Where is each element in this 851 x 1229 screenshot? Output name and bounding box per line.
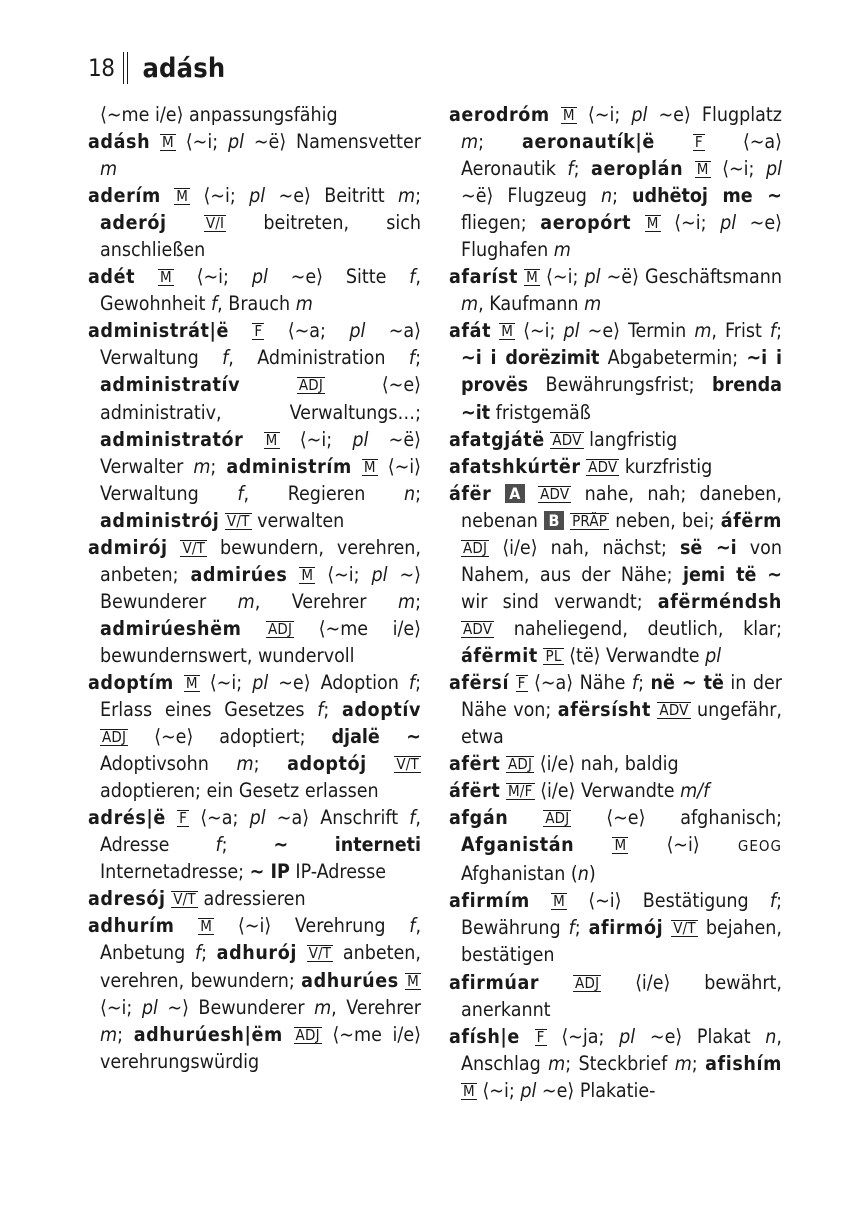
headword: afërsísht xyxy=(557,698,651,722)
dictionary-entry: afatgjátë ADV langfristig xyxy=(449,427,678,451)
dictionary-entry: afatshkúrtër ADV kurzfristig xyxy=(449,454,713,478)
grammar-tag: M xyxy=(696,160,709,179)
headword: afirmój xyxy=(588,916,664,940)
gender-label: f xyxy=(409,806,416,830)
gender-label: pl xyxy=(227,130,244,154)
headword: adhurój xyxy=(216,941,297,965)
headword: adásh xyxy=(88,130,151,154)
gender-label: f xyxy=(408,670,416,694)
gender-label: pl xyxy=(141,995,158,1019)
gender-label: f xyxy=(210,292,218,316)
grammar-tag: M xyxy=(301,565,314,584)
grammar-tag: ADV xyxy=(540,484,570,503)
headword: afát xyxy=(449,319,492,343)
gender-label: n xyxy=(577,862,589,886)
dictionary-entry: admirój V/T bewundern, verehren, anbeten; admirúes M ⟨~i; pl ~⟩ Bewunderer m, Verehrer m; admirúeshëm ADJ ⟨~me i/e⟩ bewundernswert, wundervoll xyxy=(88,535,422,667)
headword: afatshkúrtër xyxy=(449,454,581,478)
gender-label: pl xyxy=(352,427,369,451)
headword: áfërmit xyxy=(461,643,538,667)
gender-label: pl xyxy=(249,184,266,208)
bold-phrase: djalë ~ xyxy=(331,725,421,749)
gender-label: n xyxy=(403,481,416,505)
gender-label: pl xyxy=(251,265,268,289)
headword: admirój xyxy=(88,535,168,559)
headword: adhurím xyxy=(88,914,175,938)
dictionary-entry: adoptím M ⟨~i; pl ~e⟩ Adoption f; Erlass eines Gesetzes f; adoptív ADJ ⟨~e⟩ adoptiert; djalë ~ Adoptivsohn m; adoptój V/T adoptieren; ein Gesetz erlassen xyxy=(88,670,421,803)
gender-label: m/f xyxy=(680,779,710,803)
gender-label: m xyxy=(314,995,332,1019)
headword: afërsí xyxy=(449,670,510,694)
gender-label: f xyxy=(222,346,229,370)
grammar-tag: ADJ xyxy=(298,376,324,395)
grammar-tag: M xyxy=(159,268,172,287)
left-column xyxy=(88,101,421,1075)
grammar-tag: M xyxy=(562,106,575,124)
gender-label: m xyxy=(674,1051,692,1075)
dictionary-entry: aerodróm M ⟨~i; pl ~e⟩ Flugplatz m; aeronautík|ë F ⟨~a⟩ Aeronautik f; aeroplán M ⟨~i; pl ~ë⟩ Flugzeug n; udhëtoj me ~ fliegen; aeropórt M ⟨~i; pl ~e⟩ Flughafen m xyxy=(449,103,783,262)
bold-phrase: jemi të ~ xyxy=(682,562,783,586)
headword: adhurúesh|ëm xyxy=(133,1022,283,1046)
headword: afaríst xyxy=(449,265,518,289)
headword: administratór xyxy=(100,427,244,451)
gender-label: pl xyxy=(563,319,580,343)
bold-phrase: ~i i provës xyxy=(461,346,782,397)
headword: admirúes xyxy=(190,562,288,586)
grammar-tag: V/I xyxy=(205,214,225,233)
dictionary-entry: aderím M ⟨~i; pl ~e⟩ Beitritt m; aderój V/I beitreten, sich anschließen xyxy=(88,184,421,262)
dictionary-entry: adresój V/T adressieren xyxy=(88,887,306,911)
grammar-tag: PRÄP xyxy=(572,511,608,530)
gender-label: m xyxy=(694,319,712,343)
sense-marker: A xyxy=(505,484,525,503)
gender-label: m xyxy=(584,292,602,316)
dictionary-entry: afát M ⟨~i; pl ~e⟩ Termin m, Frist f; ~i i dorëzimit Abgabetermin; ~i i provës Bewährungsfrist; brenda ~it fristgemäß xyxy=(449,319,783,424)
gender-label: m xyxy=(100,1022,118,1046)
gender-label: m xyxy=(295,292,313,316)
grammar-tag: M xyxy=(614,836,627,855)
dictionary-entry: adhurím M ⟨~i⟩ Verehrung f, Anbetung f; adhurój V/T anbeten, verehren, bewundern; adhurúes M ⟨~i; pl ~⟩ Bewunderer m, Verehrer m; adhurúesh|ëm ADJ ⟨~me i/e⟩ verehrungswürdig xyxy=(88,914,422,1073)
headword: adoptój xyxy=(287,752,367,776)
grammar-tag: M xyxy=(176,187,189,206)
grammar-tag: V/T xyxy=(673,919,696,938)
grammar-tag: F xyxy=(694,133,703,152)
headword: aeronautík|ë xyxy=(522,130,655,154)
gender-label: pl xyxy=(349,319,366,343)
grammar-tag: M xyxy=(185,673,198,692)
gender-label: n xyxy=(765,1024,777,1048)
dictionary-entry: afaríst M ⟨~i; pl ~ë⟩ Geschäftsmann m, Kaufmann m xyxy=(449,265,782,316)
headword: afërméndsh xyxy=(657,589,782,613)
dictionary-entry: adásh M ⟨~i; pl ~ë⟩ Namensvetter m xyxy=(88,130,422,181)
grammar-tag: ADJ xyxy=(545,809,570,828)
gender-label: f xyxy=(769,319,777,343)
grammar-tag: V/T xyxy=(396,755,419,774)
dictionary-entry: afirmím M ⟨~i⟩ Bestätigung f; Bewährung f; afirmój V/T bejahen, bestätigen xyxy=(449,889,782,967)
headword: afísh|e xyxy=(449,1024,520,1048)
bold-phrase: ~ IP xyxy=(249,860,290,884)
headword: áfërt xyxy=(449,779,501,803)
gender-label: pl xyxy=(631,103,648,126)
sense-marker: B xyxy=(544,511,564,530)
grammar-tag: M xyxy=(463,1081,475,1100)
bold-phrase: në ~ të xyxy=(650,670,724,694)
grammar-tag: V/T xyxy=(182,538,206,557)
grammar-tag: M xyxy=(526,268,538,287)
grammar-tag: F xyxy=(179,809,188,828)
dictionary-entry: adrés|ë F ⟨~a; pl ~a⟩ Anschrift f, Adresse f; ~ interneti Internetadresse; ~ IP IP-Adresse xyxy=(88,806,421,884)
dictionary-entry: áfër A ADV nahe, nah; daneben, nebenan B PRÄP neben, bei; áfërm ADJ ⟨i/e⟩ nah, nächst; së ~i von Nahem, aus der Nähe; jemi të ~ wir sind verwandt; afërméndsh ADV naheliegend, deutlich, klar; áfërmit PL ⟨të⟩ Verwandte pl xyxy=(449,481,783,667)
gender-label: f xyxy=(631,670,639,694)
grammar-tag: M xyxy=(265,430,278,449)
headword: administrój xyxy=(100,508,220,532)
grammar-tag: ADJ xyxy=(102,728,127,747)
gender-label: pl xyxy=(705,643,722,667)
gender-label: f xyxy=(409,914,416,938)
dictionary-entry: afgán ADJ ⟨~e⟩ afghanisch; Afganistán M ⟨~i⟩ GEOG Afghanistan (n) xyxy=(449,806,783,886)
dictionary-entry: afirmúar ADJ ⟨i/e⟩ bewährt, anerkannt xyxy=(449,970,782,1021)
grammar-tag: F xyxy=(254,322,263,341)
headword: adrés|ë xyxy=(88,806,166,830)
gender-label: m xyxy=(461,130,479,154)
headword: adresój xyxy=(88,887,166,911)
bold-phrase: së ~i xyxy=(679,535,737,559)
grammar-tag: M xyxy=(501,322,514,341)
headword: afërt xyxy=(449,752,501,776)
grammar-tag: M xyxy=(646,214,659,233)
gender-label: n xyxy=(600,184,613,208)
gender-label: f xyxy=(568,916,575,940)
grammar-tag: V/T xyxy=(226,511,250,530)
bold-phrase: brenda ~it xyxy=(461,373,782,424)
bold-phrase: ~i i dorëzimit xyxy=(461,346,600,370)
headword: afishím xyxy=(705,1051,782,1075)
gender-label: m xyxy=(397,184,416,208)
gender-label: f xyxy=(409,265,416,289)
bold-phrase: ~ interneti xyxy=(273,833,421,857)
guide-word: adásh xyxy=(142,52,226,84)
grammar-tag: ADV xyxy=(588,457,618,476)
headword: afirmúar xyxy=(449,970,540,994)
grammar-tag: ADJ xyxy=(295,1025,320,1044)
headword: adhurúes xyxy=(301,968,399,992)
gender-label: m xyxy=(461,292,479,316)
gender-label: f xyxy=(408,346,416,370)
gender-label: pl xyxy=(252,670,269,694)
dictionary-entry: ⟨~me i/e⟩ anpassungsfähig xyxy=(100,103,338,126)
grammar-tag: ADJ xyxy=(267,619,293,638)
grammar-tag: V/T xyxy=(308,944,332,963)
gender-label: f xyxy=(317,698,324,722)
bold-phrase: udhëtoj me ~ xyxy=(632,184,782,208)
dictionary-entry: afërsí F ⟨~a⟩ Nähe f; në ~ të in der Nähe von; afërsísht ADV ungefähr, etwa xyxy=(449,670,783,749)
gender-label: pl xyxy=(371,562,388,586)
grammar-tag: ADV xyxy=(659,701,689,720)
grammar-tag: ADV xyxy=(463,619,493,638)
gender-label: f xyxy=(237,481,244,505)
gender-label: f xyxy=(769,889,777,913)
headword: afirmím xyxy=(449,889,530,913)
gender-label: m xyxy=(548,1051,566,1075)
headword: aderój xyxy=(100,211,167,235)
gender-label: m xyxy=(100,157,118,181)
grammar-tag: ADJ xyxy=(463,538,488,557)
running-header xyxy=(88,50,225,86)
gender-label: m xyxy=(237,589,255,613)
dictionary-entry: administrát|ë F ⟨~a; pl ~a⟩ Verwaltung f, Administration f; administratív ADJ ⟨~e⟩ administrativ, Verwaltungs…; administratór M ⟨~i; pl ~ë⟩ Verwalter m; administrím M ⟨~i⟩ Verwaltung f, Regieren n; administrój V/T verwalten xyxy=(88,319,421,532)
headword: administratív xyxy=(100,373,241,397)
dictionary-entry: adét M ⟨~i; pl ~e⟩ Sitte f, Gewohnheit f, Brauch m xyxy=(88,265,421,316)
headword: Afganistán xyxy=(461,833,575,857)
headword: administrát|ë xyxy=(88,319,230,343)
headword: aeropórt xyxy=(540,211,632,235)
dictionary-entry: áfërt M/F ⟨i/e⟩ Verwandte m/f xyxy=(449,779,710,803)
gender-label: pl xyxy=(584,265,601,289)
grammar-tag: ADJ xyxy=(508,755,533,774)
headword: afgán xyxy=(449,806,509,830)
gender-label: pl xyxy=(619,1024,636,1048)
gender-label: pl xyxy=(249,806,266,830)
gender-label: pl xyxy=(766,157,783,181)
domain-label: GEOG xyxy=(737,837,782,856)
gender-label: f xyxy=(194,941,202,965)
double-bar-separator xyxy=(123,52,128,84)
grammar-tag: M xyxy=(162,133,174,152)
headword: áfërm xyxy=(720,508,783,532)
grammar-tag: M xyxy=(553,892,566,911)
grammar-tag: F xyxy=(536,1027,545,1046)
headword: adoptív xyxy=(341,698,421,722)
dictionary-entry: afërt ADJ ⟨i/e⟩ nah, baldig xyxy=(449,752,679,776)
gender-label: pl xyxy=(520,1078,537,1102)
headword: adét xyxy=(88,265,136,289)
grammar-tag: M xyxy=(407,971,419,990)
gender-label: m xyxy=(236,752,254,776)
gender-label: f xyxy=(567,157,574,181)
headword: afatgjátë xyxy=(449,427,545,451)
headword: adoptím xyxy=(88,670,174,694)
gender-label: m xyxy=(193,454,211,478)
headword: aeroplán xyxy=(591,157,684,181)
grammar-tag: ADJ xyxy=(575,973,600,992)
headword: áfër xyxy=(449,481,492,505)
dictionary-entry: afísh|e F ⟨~ja; pl ~e⟩ Plakat n, Anschlag m; Steckbrief m; afishím M ⟨~i; pl ~e⟩ Plakatie- xyxy=(449,1024,782,1102)
page-number: 18 xyxy=(88,54,115,82)
grammar-tag: V/T xyxy=(173,890,196,909)
headword: aderím xyxy=(88,184,161,208)
gender-label: m xyxy=(553,238,571,262)
grammar-tag: M xyxy=(363,457,376,476)
grammar-tag: ADV xyxy=(552,430,582,449)
right-column xyxy=(449,101,782,1104)
grammar-tag: PL xyxy=(545,646,562,665)
gender-label: pl xyxy=(720,211,737,235)
gender-label: m xyxy=(397,589,416,613)
gender-label: f xyxy=(215,833,222,857)
grammar-tag: M/F xyxy=(508,782,533,801)
headword: administrím xyxy=(226,454,352,478)
headword: aerodróm xyxy=(449,103,550,126)
grammar-tag: F xyxy=(517,673,526,692)
headword: admirúeshëm xyxy=(100,616,242,640)
grammar-tag: M xyxy=(200,917,213,936)
